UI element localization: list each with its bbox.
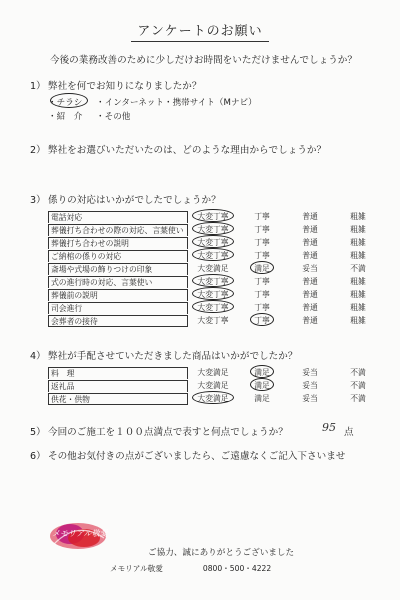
rating-option[interactable] bbox=[238, 302, 286, 313]
rating-option-label: 丁寧 bbox=[254, 225, 270, 234]
rating-option[interactable] bbox=[334, 380, 382, 391]
question-1-text: 弊社を何でお知りになりましたか？ bbox=[48, 81, 202, 92]
selection-circle bbox=[192, 222, 234, 235]
rating-option-label: 粗雑 bbox=[350, 212, 366, 221]
rating-option-label: 大変丁寧 bbox=[197, 303, 229, 312]
rating-row-label: 供花・供物 bbox=[48, 393, 188, 405]
page-title-text: アンケートのお願い bbox=[131, 24, 268, 42]
rating-option-label: 普通 bbox=[302, 212, 318, 221]
question-5 bbox=[30, 424, 288, 438]
question-4-number: 4） bbox=[30, 351, 46, 362]
thanks-message: ご協力、誠にありがとうございました bbox=[148, 548, 295, 558]
rating-row bbox=[48, 301, 382, 314]
rating-option-label: 満足 bbox=[254, 394, 270, 403]
question-6-number: 6） bbox=[30, 451, 46, 462]
rating-option[interactable] bbox=[238, 276, 286, 287]
question-6-text: その他お気付きの点がございましたら、ご遠慮なくご記入下さいませ bbox=[48, 451, 346, 462]
rating-option[interactable] bbox=[286, 315, 334, 326]
rating-option-label: 丁寧 bbox=[254, 303, 270, 312]
rating-option-label: 満足 bbox=[254, 368, 270, 377]
rating-option[interactable] bbox=[188, 393, 238, 404]
question-4-rating-table bbox=[48, 366, 382, 405]
option-referral[interactable] bbox=[48, 110, 96, 124]
rating-option[interactable] bbox=[334, 250, 382, 261]
rating-option-label: 不満 bbox=[350, 394, 366, 403]
option-internet[interactable] bbox=[96, 96, 296, 110]
rating-option-label: 大変満足 bbox=[197, 368, 229, 377]
rating-option[interactable] bbox=[286, 250, 334, 261]
rating-option-label: 普通 bbox=[302, 238, 318, 247]
rating-option[interactable] bbox=[188, 302, 238, 313]
rating-option-label: 普通 bbox=[302, 316, 318, 325]
rating-option[interactable] bbox=[238, 367, 286, 378]
footer-company: メモリアル敬愛 bbox=[110, 564, 163, 573]
rating-option[interactable] bbox=[238, 315, 286, 326]
question-4 bbox=[30, 348, 297, 362]
rating-option[interactable] bbox=[334, 367, 382, 378]
rating-option[interactable] bbox=[334, 393, 382, 404]
option-internet-label: ・インターネット・携帯サイト（Mナビ） bbox=[96, 98, 257, 108]
question-2-number: 2） bbox=[30, 145, 46, 156]
selection-circle bbox=[250, 378, 274, 391]
rating-row-label: 式の進行時の対応、言葉使い bbox=[48, 276, 188, 288]
selection-circle bbox=[192, 287, 234, 300]
rating-option-label: 大変丁寧 bbox=[197, 316, 229, 325]
rating-option[interactable] bbox=[238, 263, 286, 274]
rating-option-label: 満足 bbox=[254, 381, 270, 390]
rating-option-label: 粗雑 bbox=[350, 238, 366, 247]
rating-option[interactable] bbox=[334, 276, 382, 287]
question-3 bbox=[30, 192, 221, 206]
page-title bbox=[0, 20, 400, 39]
question-3-rating-table bbox=[48, 210, 382, 327]
rating-row-label: 葬儀打ち合わせの説明 bbox=[48, 237, 188, 249]
rating-option[interactable] bbox=[238, 211, 286, 222]
question-1-number: 1） bbox=[30, 81, 46, 92]
rating-option-label: 粗雑 bbox=[350, 225, 366, 234]
rating-row-label: 司会進行 bbox=[48, 302, 188, 314]
rating-option-label: 妥当 bbox=[302, 381, 318, 390]
rating-option[interactable] bbox=[334, 263, 382, 274]
rating-option[interactable] bbox=[188, 224, 238, 235]
score-unit: 点 bbox=[344, 427, 354, 438]
rating-row bbox=[48, 392, 382, 405]
rating-option[interactable] bbox=[188, 276, 238, 287]
rating-option-label: 粗雑 bbox=[350, 277, 366, 286]
rating-option[interactable] bbox=[238, 289, 286, 300]
rating-option-label: 妥当 bbox=[302, 368, 318, 377]
rating-option[interactable] bbox=[286, 211, 334, 222]
rating-option-label: 大変丁寧 bbox=[197, 225, 229, 234]
rating-row bbox=[48, 249, 382, 262]
rating-option[interactable] bbox=[334, 237, 382, 248]
question-5-number: 5） bbox=[30, 427, 46, 438]
question-4-text: 弊社が手配させていただきました商品はいかがでしたか？ bbox=[48, 351, 298, 362]
rating-option-label: 粗雑 bbox=[350, 303, 366, 312]
rating-option[interactable] bbox=[238, 393, 286, 404]
rating-option[interactable] bbox=[286, 393, 334, 404]
question-2-text: 弊社をお選びいただいたのは、どのような理由からでしょうか？ bbox=[48, 145, 327, 156]
selection-circle bbox=[192, 274, 234, 287]
rating-option-label: 粗雑 bbox=[350, 316, 366, 325]
rating-option[interactable] bbox=[286, 276, 334, 287]
rating-option-label: 普通 bbox=[302, 290, 318, 299]
question-3-number: 3） bbox=[30, 195, 46, 206]
rating-option[interactable] bbox=[238, 237, 286, 248]
rating-option[interactable] bbox=[334, 302, 382, 313]
question-3-text: 係りの対応はいかがでしたでしょうか？ bbox=[48, 195, 221, 206]
rating-option-label: 普通 bbox=[302, 303, 318, 312]
footer bbox=[110, 563, 271, 574]
rating-option[interactable] bbox=[238, 250, 286, 261]
selection-circle bbox=[192, 235, 234, 248]
option-other[interactable] bbox=[96, 110, 176, 124]
question-1 bbox=[30, 78, 202, 92]
rating-option[interactable] bbox=[286, 367, 334, 378]
rating-row bbox=[48, 366, 382, 379]
rating-option[interactable] bbox=[334, 224, 382, 235]
rating-option-label: 大変満足 bbox=[197, 394, 229, 403]
rating-option[interactable] bbox=[334, 289, 382, 300]
selection-circle bbox=[192, 248, 234, 261]
option-flyer[interactable] bbox=[48, 96, 96, 110]
rating-option[interactable] bbox=[286, 237, 334, 248]
rating-option[interactable] bbox=[188, 263, 238, 274]
selection-circle bbox=[250, 365, 274, 378]
rating-option[interactable] bbox=[286, 289, 334, 300]
rating-option-label: 妥当 bbox=[302, 264, 318, 273]
rating-option[interactable] bbox=[188, 237, 238, 248]
question-2 bbox=[30, 142, 326, 156]
intro-text: 今後の業務改善のために少しだけお時間をいただけませんでしょうか？ bbox=[50, 55, 357, 66]
question-6 bbox=[30, 448, 345, 462]
selection-circle bbox=[192, 209, 234, 222]
rating-option-label: 妥当 bbox=[302, 394, 318, 403]
rating-row-label: 会葬者の接待 bbox=[48, 315, 188, 327]
rating-option[interactable] bbox=[188, 380, 238, 391]
rating-option-label: 不満 bbox=[350, 368, 366, 377]
rating-option-label: 丁寧 bbox=[254, 212, 270, 221]
rating-option-label: 大変丁寧 bbox=[197, 277, 229, 286]
rating-option-label: 丁寧 bbox=[254, 238, 270, 247]
rating-option[interactable] bbox=[188, 367, 238, 378]
rating-option-label: 普通 bbox=[302, 277, 318, 286]
rating-option[interactable] bbox=[334, 315, 382, 326]
logo-text: メモリアル敬愛 bbox=[52, 529, 108, 538]
rating-option[interactable] bbox=[188, 315, 238, 326]
selection-circle bbox=[250, 313, 274, 326]
rating-option-label: 丁寧 bbox=[254, 316, 270, 325]
company-logo bbox=[48, 516, 108, 552]
question-5-text: 今回のご施工を１００点満点で表すと何点でしょうか？ bbox=[48, 427, 288, 438]
rating-row bbox=[48, 314, 382, 327]
selection-circle bbox=[50, 93, 88, 108]
option-flyer-label: ・チラシ bbox=[48, 98, 83, 108]
rating-option-label: 粗雑 bbox=[350, 290, 366, 299]
rating-row-label: 斎場や式場の飾りつけの印象 bbox=[48, 263, 188, 275]
rating-option[interactable] bbox=[188, 289, 238, 300]
rating-option-label: 不満 bbox=[350, 381, 366, 390]
rating-row-label: ご納棺の係りの対応 bbox=[48, 250, 188, 262]
rating-option[interactable] bbox=[188, 211, 238, 222]
rating-option-label: 大変丁寧 bbox=[197, 290, 229, 299]
selection-circle bbox=[250, 261, 274, 274]
rating-option-label: 大変丁寧 bbox=[197, 251, 229, 260]
rating-option-label: 大変満足 bbox=[197, 264, 229, 273]
rating-option[interactable] bbox=[334, 211, 382, 222]
score-answer[interactable]: 95 bbox=[322, 421, 336, 434]
question-1-options bbox=[48, 96, 296, 124]
footer-phone: 0800・500・4222 bbox=[202, 564, 272, 573]
rating-row-label: 電話対応 bbox=[48, 211, 188, 223]
rating-option-label: 丁寧 bbox=[254, 251, 270, 260]
rating-option-label: 満足 bbox=[254, 264, 270, 273]
selection-circle bbox=[192, 391, 234, 404]
rating-option[interactable] bbox=[238, 380, 286, 391]
rating-row-label: 葬儀前の説明 bbox=[48, 289, 188, 301]
rating-option[interactable] bbox=[286, 302, 334, 313]
option-referral-label: ・紹 介 bbox=[48, 112, 83, 122]
rating-row-label: 料 理 bbox=[48, 367, 188, 379]
rating-option[interactable] bbox=[286, 263, 334, 274]
rating-option-label: 丁寧 bbox=[254, 277, 270, 286]
selection-circle bbox=[192, 300, 234, 313]
rating-option[interactable] bbox=[238, 224, 286, 235]
rating-option[interactable] bbox=[286, 224, 334, 235]
rating-row-label: 葬儀打ち合わせの際の対応、言葉使い bbox=[48, 224, 188, 236]
rating-option-label: 普通 bbox=[302, 251, 318, 260]
rating-option[interactable] bbox=[286, 380, 334, 391]
option-other-label: ・その他 bbox=[96, 112, 131, 122]
rating-option-label: 粗雑 bbox=[350, 251, 366, 260]
rating-option-label: 大変丁寧 bbox=[197, 238, 229, 247]
rating-option[interactable] bbox=[188, 250, 238, 261]
rating-option-label: 丁寧 bbox=[254, 290, 270, 299]
rating-option-label: 普通 bbox=[302, 225, 318, 234]
rating-option-label: 不満 bbox=[350, 264, 366, 273]
rating-option-label: 大変丁寧 bbox=[197, 212, 229, 221]
rating-row-label: 返礼品 bbox=[48, 380, 188, 392]
rating-option-label: 大変満足 bbox=[197, 381, 229, 390]
